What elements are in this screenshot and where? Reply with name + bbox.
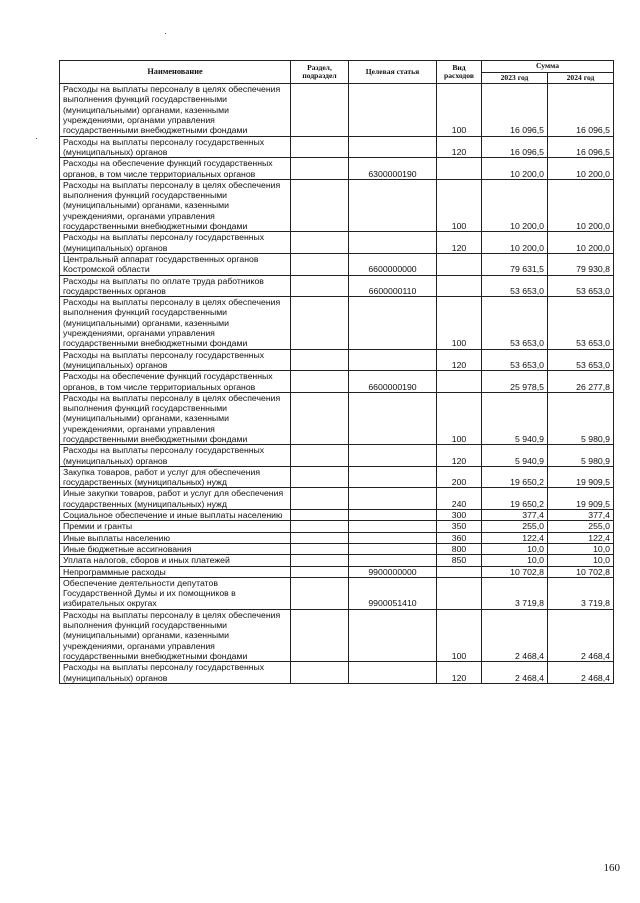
cell-target	[349, 349, 437, 371]
cell-s2023: 10,0	[482, 555, 548, 566]
cell-target: 9900051410	[349, 577, 437, 609]
table-row	[60, 510, 614, 521]
table-row	[60, 158, 614, 180]
table-row	[60, 555, 614, 566]
cell-target	[349, 232, 437, 254]
cell-section	[291, 371, 349, 393]
page-number: 160	[603, 862, 620, 874]
cell-s2023: 377,4	[482, 510, 548, 521]
cell-s2023: 255,0	[482, 521, 548, 532]
cell-target	[349, 662, 437, 684]
cell-section	[291, 136, 349, 158]
cell-s2023: 25 978,5	[482, 371, 548, 393]
cell-s2023: 16 096,5	[482, 136, 548, 158]
cell-section	[291, 392, 349, 444]
cell-section	[291, 297, 349, 349]
cell-name: Расходы на выплаты персоналу государственных (муниципальных) органов	[60, 136, 291, 158]
cell-name: Расходы на выплаты персоналу в целях обеспечения выполнения функций государственными (муниципальными) органами, казенными учреждениями, органами управления государственными внебюджетными фондами	[60, 609, 291, 661]
cell-name: Уплата налогов, сборов и иных платежей	[60, 555, 291, 566]
cell-type: 100	[437, 84, 482, 136]
table-row	[60, 232, 614, 254]
cell-type	[437, 577, 482, 609]
cell-s2024: 3 719,8	[548, 577, 614, 609]
cell-s2024: 2 468,4	[548, 609, 614, 661]
cell-section	[291, 609, 349, 661]
cell-s2024: 10 702,8	[548, 566, 614, 577]
cell-type	[437, 253, 482, 275]
cell-name: Расходы на выплаты персоналу государственных (муниципальных) органов	[60, 662, 291, 684]
table-row	[60, 488, 614, 510]
table-row	[60, 253, 614, 275]
cell-name: Расходы на выплаты персоналу в целях обеспечения выполнения функций государственными (муниципальными) органами, казенными учреждениями, органами управления государственными внебюджетными фондами	[60, 297, 291, 349]
cell-type	[437, 566, 482, 577]
cell-section	[291, 253, 349, 275]
cell-target	[349, 466, 437, 488]
cell-name: Расходы на обеспечение функций государственных органов, в том числе территориальных органов	[60, 158, 291, 180]
cell-s2023: 79 631,5	[482, 253, 548, 275]
table-row	[60, 577, 614, 609]
cell-section	[291, 232, 349, 254]
cell-section	[291, 179, 349, 231]
header-name: Наименование	[60, 61, 291, 84]
cell-s2024: 122,4	[548, 532, 614, 543]
cell-target	[349, 555, 437, 566]
cell-target	[349, 179, 437, 231]
cell-type: 120	[437, 662, 482, 684]
cell-s2024: 53 653,0	[548, 297, 614, 349]
cell-target: 6600000190	[349, 371, 437, 393]
cell-name: Расходы на выплаты персоналу государственных (муниципальных) органов	[60, 445, 291, 467]
cell-s2024: 53 653,0	[548, 349, 614, 371]
cell-name: Расходы на выплаты персоналу в целях обеспечения выполнения функций государственными (муниципальными) органами, казенными учреждениями, органами управления государственными внебюджетными фондами	[60, 84, 291, 136]
cell-section	[291, 466, 349, 488]
cell-name: Расходы на выплаты по оплате труда работников государственных органов	[60, 275, 291, 297]
cell-section	[291, 275, 349, 297]
cell-s2024: 79 930,8	[548, 253, 614, 275]
cell-type: 120	[437, 232, 482, 254]
cell-target	[349, 136, 437, 158]
cell-type: 800	[437, 543, 482, 554]
cell-s2023: 10,0	[482, 543, 548, 554]
cell-s2023: 16 096,5	[482, 84, 548, 136]
cell-type: 100	[437, 297, 482, 349]
header-target: Целевая статья	[349, 61, 437, 84]
cell-s2024: 19 909,5	[548, 466, 614, 488]
cell-s2024: 255,0	[548, 521, 614, 532]
cell-section	[291, 510, 349, 521]
cell-section	[291, 543, 349, 554]
cell-s2024: 2 468,4	[548, 662, 614, 684]
header-section: Раздел, подраздел	[291, 61, 349, 84]
cell-type: 360	[437, 532, 482, 543]
cell-s2024: 53 653,0	[548, 275, 614, 297]
cell-s2023: 53 653,0	[482, 297, 548, 349]
table-row	[60, 566, 614, 577]
cell-type: 120	[437, 445, 482, 467]
cell-type: 240	[437, 488, 482, 510]
cell-s2023: 3 719,8	[482, 577, 548, 609]
cell-target	[349, 84, 437, 136]
cell-target	[349, 392, 437, 444]
table-row	[60, 543, 614, 554]
cell-target	[349, 532, 437, 543]
cell-type: 100	[437, 179, 482, 231]
cell-section	[291, 577, 349, 609]
cell-name: Иные выплаты населению	[60, 532, 291, 543]
cell-s2023: 10 200,0	[482, 232, 548, 254]
cell-type	[437, 158, 482, 180]
header-sum: Сумма	[482, 61, 614, 73]
table-row	[60, 136, 614, 158]
cell-name: Центральный аппарат государственных органов Костромской области	[60, 253, 291, 275]
cell-target	[349, 488, 437, 510]
cell-name: Расходы на выплаты персоналу государственных (муниципальных) органов	[60, 232, 291, 254]
cell-type: 200	[437, 466, 482, 488]
cell-s2023: 10 200,0	[482, 179, 548, 231]
cell-s2023: 122,4	[482, 532, 548, 543]
cell-s2024: 26 277,8	[548, 371, 614, 393]
cell-type	[437, 371, 482, 393]
cell-target: 6300000190	[349, 158, 437, 180]
cell-s2023: 53 653,0	[482, 275, 548, 297]
cell-target: 6600000000	[349, 253, 437, 275]
cell-section	[291, 532, 349, 543]
scan-speck	[165, 33, 166, 34]
cell-section	[291, 488, 349, 510]
cell-s2023: 2 468,4	[482, 662, 548, 684]
cell-name: Обеспечение деятельности депутатов Государственной Думы и их помощников в избирательных округах	[60, 577, 291, 609]
cell-section	[291, 521, 349, 532]
table-row	[60, 532, 614, 543]
cell-section	[291, 445, 349, 467]
cell-target	[349, 609, 437, 661]
cell-type: 100	[437, 392, 482, 444]
cell-s2024: 10,0	[548, 555, 614, 566]
cell-type: 350	[437, 521, 482, 532]
cell-type	[437, 275, 482, 297]
table-row	[60, 609, 614, 661]
table-row	[60, 466, 614, 488]
cell-section	[291, 84, 349, 136]
scan-speck	[36, 138, 37, 139]
cell-s2024: 16 096,5	[548, 84, 614, 136]
header-type: Вид расходов	[437, 61, 482, 84]
cell-section	[291, 158, 349, 180]
table-row	[60, 297, 614, 349]
table-body	[60, 84, 614, 684]
cell-s2023: 10 702,8	[482, 566, 548, 577]
cell-name: Расходы на выплаты персоналу в целях обеспечения выполнения функций государственными (муниципальными) органами, казенными учреждениями, органами управления государственными внебюджетными фондами	[60, 392, 291, 444]
cell-name: Расходы на обеспечение функций государственных органов, в том числе территориальных органов	[60, 371, 291, 393]
table-row	[60, 349, 614, 371]
table-row	[60, 662, 614, 684]
cell-name: Расходы на выплаты персоналу государственных (муниципальных) органов	[60, 349, 291, 371]
cell-name: Непрограммные расходы	[60, 566, 291, 577]
cell-s2024: 10,0	[548, 543, 614, 554]
cell-s2024: 10 200,0	[548, 158, 614, 180]
cell-name: Закупка товаров, работ и услуг для обеспечения государственных (муниципальных) нужд	[60, 466, 291, 488]
cell-s2023: 5 940,9	[482, 445, 548, 467]
cell-section	[291, 555, 349, 566]
budget-table	[59, 60, 614, 684]
header-year-2024: 2024 год	[548, 72, 614, 84]
cell-s2024: 16 096,5	[548, 136, 614, 158]
cell-target	[349, 543, 437, 554]
cell-s2024: 5 980,9	[548, 392, 614, 444]
cell-s2024: 377,4	[548, 510, 614, 521]
cell-section	[291, 662, 349, 684]
table-header	[60, 61, 614, 84]
cell-s2023: 19 650,2	[482, 488, 548, 510]
cell-name: Премии и гранты	[60, 521, 291, 532]
cell-type: 120	[437, 349, 482, 371]
cell-section	[291, 349, 349, 371]
cell-name: Расходы на выплаты персоналу в целях обеспечения выполнения функций государственными (муниципальными) органами, казенными учреждениями, органами управления государственными внебюджетными фондами	[60, 179, 291, 231]
cell-name: Иные закупки товаров, работ и услуг для обеспечения государственных (муниципальных) нужд	[60, 488, 291, 510]
cell-s2023: 2 468,4	[482, 609, 548, 661]
cell-name: Иные бюджетные ассигнования	[60, 543, 291, 554]
table-row	[60, 275, 614, 297]
cell-s2024: 5 980,9	[548, 445, 614, 467]
cell-s2023: 53 653,0	[482, 349, 548, 371]
cell-section	[291, 566, 349, 577]
cell-type: 100	[437, 609, 482, 661]
cell-target	[349, 521, 437, 532]
table-row	[60, 84, 614, 136]
cell-name: Социальное обеспечение и иные выплаты населению	[60, 510, 291, 521]
cell-target	[349, 510, 437, 521]
cell-type: 120	[437, 136, 482, 158]
header-year-2023: 2023 год	[482, 72, 548, 84]
table-row	[60, 179, 614, 231]
table-row	[60, 371, 614, 393]
table-row	[60, 521, 614, 532]
cell-s2023: 5 940,9	[482, 392, 548, 444]
cell-type: 850	[437, 555, 482, 566]
cell-target	[349, 445, 437, 467]
cell-s2024: 10 200,0	[548, 232, 614, 254]
cell-s2023: 10 200,0	[482, 158, 548, 180]
cell-target	[349, 297, 437, 349]
cell-target: 6600000110	[349, 275, 437, 297]
cell-s2023: 19 650,2	[482, 466, 548, 488]
table-row	[60, 445, 614, 467]
cell-target: 9900000000	[349, 566, 437, 577]
cell-type: 300	[437, 510, 482, 521]
cell-s2024: 19 909,5	[548, 488, 614, 510]
cell-s2024: 10 200,0	[548, 179, 614, 231]
table-row	[60, 392, 614, 444]
